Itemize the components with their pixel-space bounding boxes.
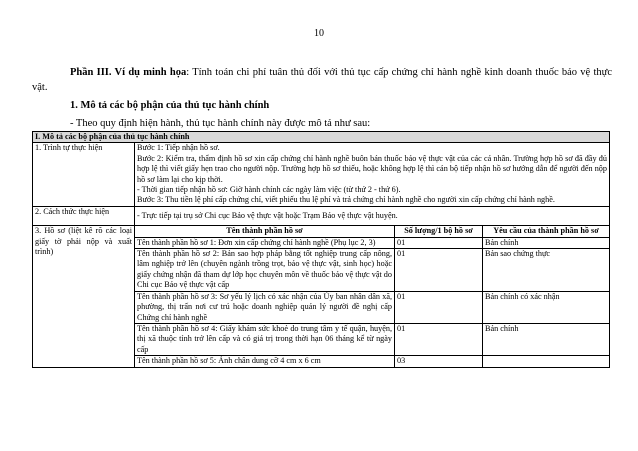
row-label-method: 2. Cách thức thực hiện	[33, 206, 135, 225]
section-heading: 1. Mô tả các bộ phận của thủ tục hành chính	[70, 100, 270, 111]
part-intro	[32, 65, 612, 95]
part-text: : Tính toán chi phí tuân thủ đối với thủ tục cấp chứng chỉ hành nghề kinh doanh thuốc bảo vệ thực vật.	[32, 67, 612, 93]
step-line: Bước 3: Thu tiền lệ phí cấp chứng chỉ, viết phiếu thu lệ phí và trả chứng chỉ hành nghề cho người xin cấp chứng chỉ hành nghề.	[137, 195, 555, 205]
doc-qty: 01	[395, 237, 483, 248]
col-header-req: Yêu cầu của thành phần hồ sơ	[483, 226, 610, 237]
table-section-header: I. Mô tả các bộ phận của thủ tục hành chính	[33, 132, 610, 143]
doc-req	[483, 356, 610, 367]
doc-req: Bản sao chứng thực	[483, 249, 610, 292]
doc-name: Tên thành phần hồ sơ 3: Sơ yếu lý lịch có xác nhận của Ủy ban nhân dân xã, phường, thị trấn nơi cư trú hoặc doanh nghiệp quản lý người đề nghị cấp Chứng chỉ hành nghề	[135, 291, 395, 323]
step-line: - Thời gian tiếp nhận hồ sơ: Giờ hành chính các ngày làm việc (từ thứ 2 - thứ 6).	[137, 185, 401, 195]
page-number: 10	[314, 28, 324, 39]
part-label: Phần III. Ví dụ minh họa	[70, 67, 187, 78]
method-text: - Trực tiếp tại trụ sở Chi cục Bảo vệ thực vật hoặc Trạm Bảo vệ thực vật huyện.	[137, 210, 398, 220]
step-line: Bước 1: Tiếp nhận hồ sơ.	[137, 143, 220, 153]
doc-qty: 01	[395, 291, 483, 323]
doc-qty: 01	[395, 249, 483, 292]
sequence-steps	[135, 143, 610, 206]
doc-req: Bản chính	[483, 323, 610, 355]
step-line: Bước 2: Kiểm tra, thẩm định hồ sơ xin cấp chứng chỉ hành nghề buôn bán thuốc bảo vệ thực vật của các cá nhân. Trường hợp hồ sơ đã đầy đủ hợp lệ thì viết giấy hẹn trao cho người nộp. Trường hợp hồ sơ thiếu, hoặc không hợp lệ thì cán bộ tiếp nhận hồ sơ hướng dẫn để người đến nộp hồ sơ làm lại cho kịp thời.	[137, 153, 607, 184]
method-cell	[135, 206, 610, 225]
row-label-documents: 3. Hồ sơ (liệt kê rõ các loại giấy tờ phải nộp và xuất trình)	[33, 226, 135, 367]
table-row	[33, 143, 610, 206]
doc-name: Tên thành phần hồ sơ 2: Bản sao hợp pháp bằng tốt nghiệp trung cấp nông, lâm nghiệp trở lên (chuyên ngành trồng trọt, bảo vệ thực vật, sinh học) hoặc giấy chứng nhận đã tham dự lớp học chuyên môn về thuốc bảo vệ thực vật do Chi cục Bảo vệ thực vật cấp	[135, 249, 395, 292]
doc-name: Tên thành phần hồ sơ 1: Đơn xin cấp chứng chỉ hành nghề (Phụ lục 2, 3)	[135, 237, 395, 248]
col-header-name: Tên thành phần hồ sơ	[135, 226, 395, 237]
row-label-sequence: 1. Trình tự thực hiện	[33, 143, 135, 206]
table-row	[33, 226, 610, 237]
col-header-qty: Số lượng/1 bộ hồ sơ	[395, 226, 483, 237]
table-section-header-row	[33, 132, 610, 143]
intro-note: - Theo quy định hiện hành, thủ tục hành chính này được mô tả như sau:	[70, 118, 371, 129]
doc-qty: 03	[395, 356, 483, 367]
doc-req: Bản chính có xác nhận	[483, 291, 610, 323]
doc-qty: 01	[395, 323, 483, 355]
table-row	[33, 206, 610, 225]
doc-name: Tên thành phần hồ sơ 5: Ảnh chân dung cỡ 4 cm x 6 cm	[135, 356, 395, 367]
doc-name: Tên thành phần hồ sơ 4: Giấy khám sức khoẻ do trung tâm y tế quận, huyện, thị xã thuộc tỉnh trở lên cấp và có giá trị trong thời hạn 06 tháng kể từ ngày cấp	[135, 323, 395, 355]
procedure-table	[32, 131, 610, 368]
doc-req: Bản chính	[483, 237, 610, 248]
